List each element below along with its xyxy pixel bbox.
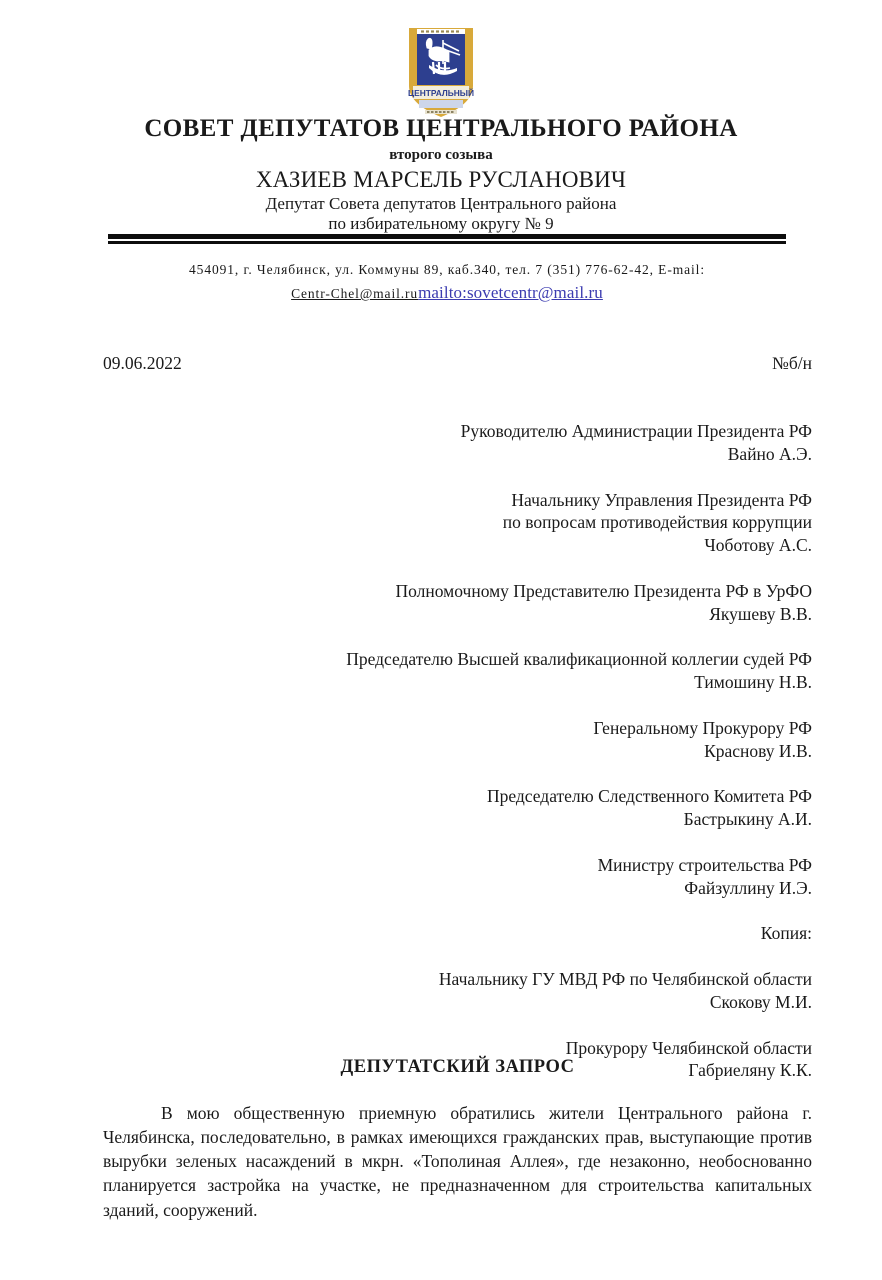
addressee-line: Председателю Высшей квалификационной коллегии судей РФ [346,649,812,670]
divider-thin-line [108,241,786,244]
addressee-line: Полномочному Представителю Президента РФ в УрФО [395,580,812,601]
addressee-entry [320,854,812,900]
emblem-container [0,24,882,120]
chelyabinsk-central-district-coat-of-arms-icon [403,24,479,120]
header-divider [108,234,786,245]
organization-title: СОВЕТ ДЕПУТАТОВ ЦЕНТРАЛЬНОГО РАЙОНА [144,115,738,142]
deputy-district: по избирательному округу № 9 [328,214,554,234]
deputy-name: ХАЗИЕВ МАРСЕЛЬ РУСЛАНОВИЧ [255,167,627,192]
addressee-line: Генеральному Прокурору РФ [593,717,812,738]
addressee-line: Председателю Следственного Комитета РФ [486,786,812,807]
addressee-entry [320,717,812,763]
email-address-mailto-link[interactable]: mailto:sovetcentr@mail.ru [418,283,603,303]
addressee-line: Скокову М.И. [709,991,812,1012]
postal-address-line: 454091, г. Челябинск, ул. Коммуны 89, каб.340, тел. 7 (351) 776-62-42, E-mail: [189,262,705,277]
addressee-line: Габриеляну К.К. [688,1060,812,1081]
convocation-line: второго созыва [389,146,493,163]
addressee-entry [320,420,812,466]
email-line [108,281,786,305]
addressee-line: Министру строительства РФ [597,854,812,875]
emblem-ribbon-text: ЦЕНТРАЛЬНЫЙ [407,88,475,98]
body-paragraph: В мою общественную приемную обратились жители Центрального района г. Челябинска, последовательно, в рамках имеющихся гражданских прав, выступающие против вырубки зеленых насаждений в мкрн. «Тополиная Аллея», где незаконно, необоснованно планируется застройка на участке, не предназначенном для строительства капитальных зданий, сооружений. [103,1103,812,1220]
addressee-line: по вопросам противодействия коррупции [502,512,812,533]
addressee-line: Вайно А.Э. [727,443,812,464]
addressee-line: Чоботову А.С. [704,535,812,555]
addressee-line: Руководителю Администрации Президента РФ [460,421,812,441]
addressee-line: Прокурору Челябинской области [565,1037,812,1058]
addressee-entry [320,785,812,831]
contact-block [108,260,786,305]
email-address-plain[interactable]: Centr-Chel@mail.ru [291,286,419,302]
document-date: 09.06.2022 [103,353,182,373]
letterhead [0,116,882,235]
copy-label: Копия: [760,923,812,944]
addressee-line: Начальнику ГУ МВД РФ по Челябинской области [438,969,812,989]
document-heading: ДЕПУТАТСКИЙ ЗАПРОС [340,1057,575,1077]
document-number: №б/н [772,353,812,373]
copy-addressee-entry [320,968,812,1014]
addressee-entry [320,648,812,694]
addressee-block [320,420,812,1082]
addressee-line: Краснову И.В. [704,740,812,761]
addressee-line: Бастрыкину А.И. [683,809,812,829]
addressee-line: Тимошину Н.В. [694,672,812,692]
deputy-role: Депутат Совета депутатов Центрального района [265,193,617,213]
addressee-line: Якушеву В.В. [709,603,812,624]
addressee-line: Начальнику Управления Президента РФ [511,489,812,510]
addressee-line: Файзуллину И.Э. [684,877,812,898]
document-meta-row [103,353,812,374]
addressee-entry [320,580,812,626]
addressee-entry [320,489,812,557]
